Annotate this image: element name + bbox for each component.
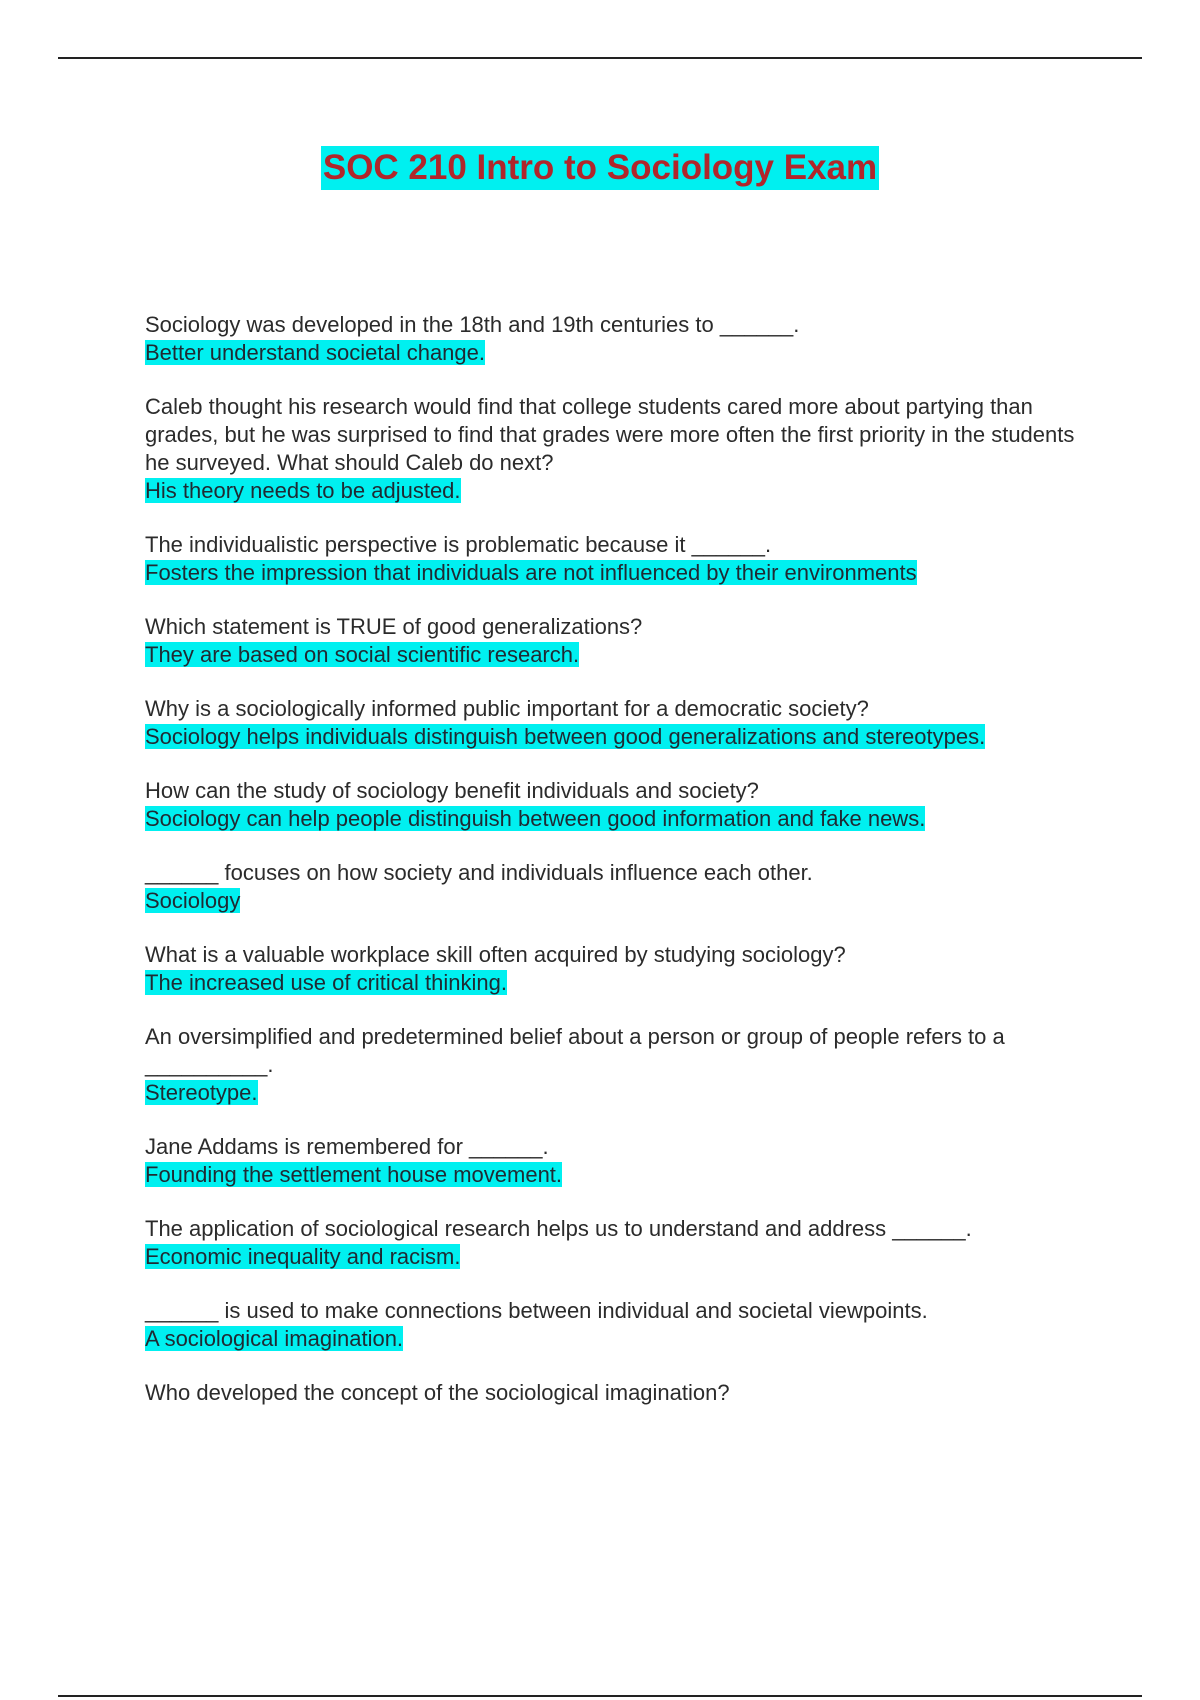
answer-highlight: The increased use of critical thinking.	[145, 970, 507, 995]
qa-item-9	[145, 1023, 1085, 1107]
answer-highlight: Sociology can help people distinguish between good information and fake news.	[145, 806, 926, 831]
qa-item-11	[145, 1215, 1085, 1271]
question-text: The individualistic perspective is problematic because it ______.	[145, 532, 772, 557]
qa-item-8	[145, 941, 1085, 997]
qa-item-7	[145, 859, 1085, 915]
answer-highlight: A sociological imagination.	[145, 1326, 404, 1351]
question-list	[145, 311, 1085, 1433]
answer-highlight: They are based on social scientific research.	[145, 642, 580, 667]
qa-item-13	[145, 1379, 1085, 1407]
question-text: The application of sociological research helps us to understand and address ______.	[145, 1216, 972, 1241]
question-text: Who developed the concept of the sociological imagination?	[145, 1380, 730, 1405]
question-text: An oversimplified and predetermined belief about a person or group of people refers to a __________.	[145, 1024, 1005, 1077]
answer-highlight: Sociology helps individuals distinguish between good generalizations and stereotypes.	[145, 724, 986, 749]
qa-item-6	[145, 777, 1085, 833]
answer-highlight: Fosters the impression that individuals are not influenced by their environments	[145, 560, 917, 585]
answer-highlight: Founding the settlement house movement.	[145, 1162, 563, 1187]
qa-item-5	[145, 695, 1085, 751]
qa-item-12	[145, 1297, 1085, 1353]
question-text: How can the study of sociology benefit individuals and society?	[145, 778, 759, 803]
question-text: ______ focuses on how society and individuals influence each other.	[145, 860, 813, 885]
answer-highlight: Sociology	[145, 888, 241, 913]
question-text: Which statement is TRUE of good generalizations?	[145, 614, 643, 639]
answer-highlight: Economic inequality and racism.	[145, 1244, 461, 1269]
qa-item-10	[145, 1133, 1085, 1189]
question-text: Sociology was developed in the 18th and 19th centuries to ______.	[145, 312, 800, 337]
qa-item-2	[145, 393, 1085, 505]
answer-highlight: Stereotype.	[145, 1080, 258, 1105]
question-text: Why is a sociologically informed public important for a democratic society?	[145, 696, 869, 721]
page-title: SOC 210 Intro to Sociology Exam	[321, 146, 879, 190]
answer-highlight: His theory needs to be adjusted.	[145, 478, 461, 503]
bottom-rule	[58, 1695, 1142, 1697]
question-text: What is a valuable workplace skill often acquired by studying sociology?	[145, 942, 846, 967]
qa-item-3	[145, 531, 1085, 587]
top-rule	[58, 57, 1142, 59]
answer-highlight: Better understand societal change.	[145, 340, 486, 365]
question-text: Caleb thought his research would find that college students cared more about partying than grades, but he was surprised to find that grades were more often the first priority in the students he surveyed. What should Caleb do next?	[145, 394, 1075, 475]
qa-item-4	[145, 613, 1085, 669]
qa-item-1	[145, 311, 1085, 367]
title-container	[0, 146, 1200, 190]
question-text: Jane Addams is remembered for ______.	[145, 1134, 549, 1159]
question-text: ______ is used to make connections between individual and societal viewpoints.	[145, 1298, 928, 1323]
